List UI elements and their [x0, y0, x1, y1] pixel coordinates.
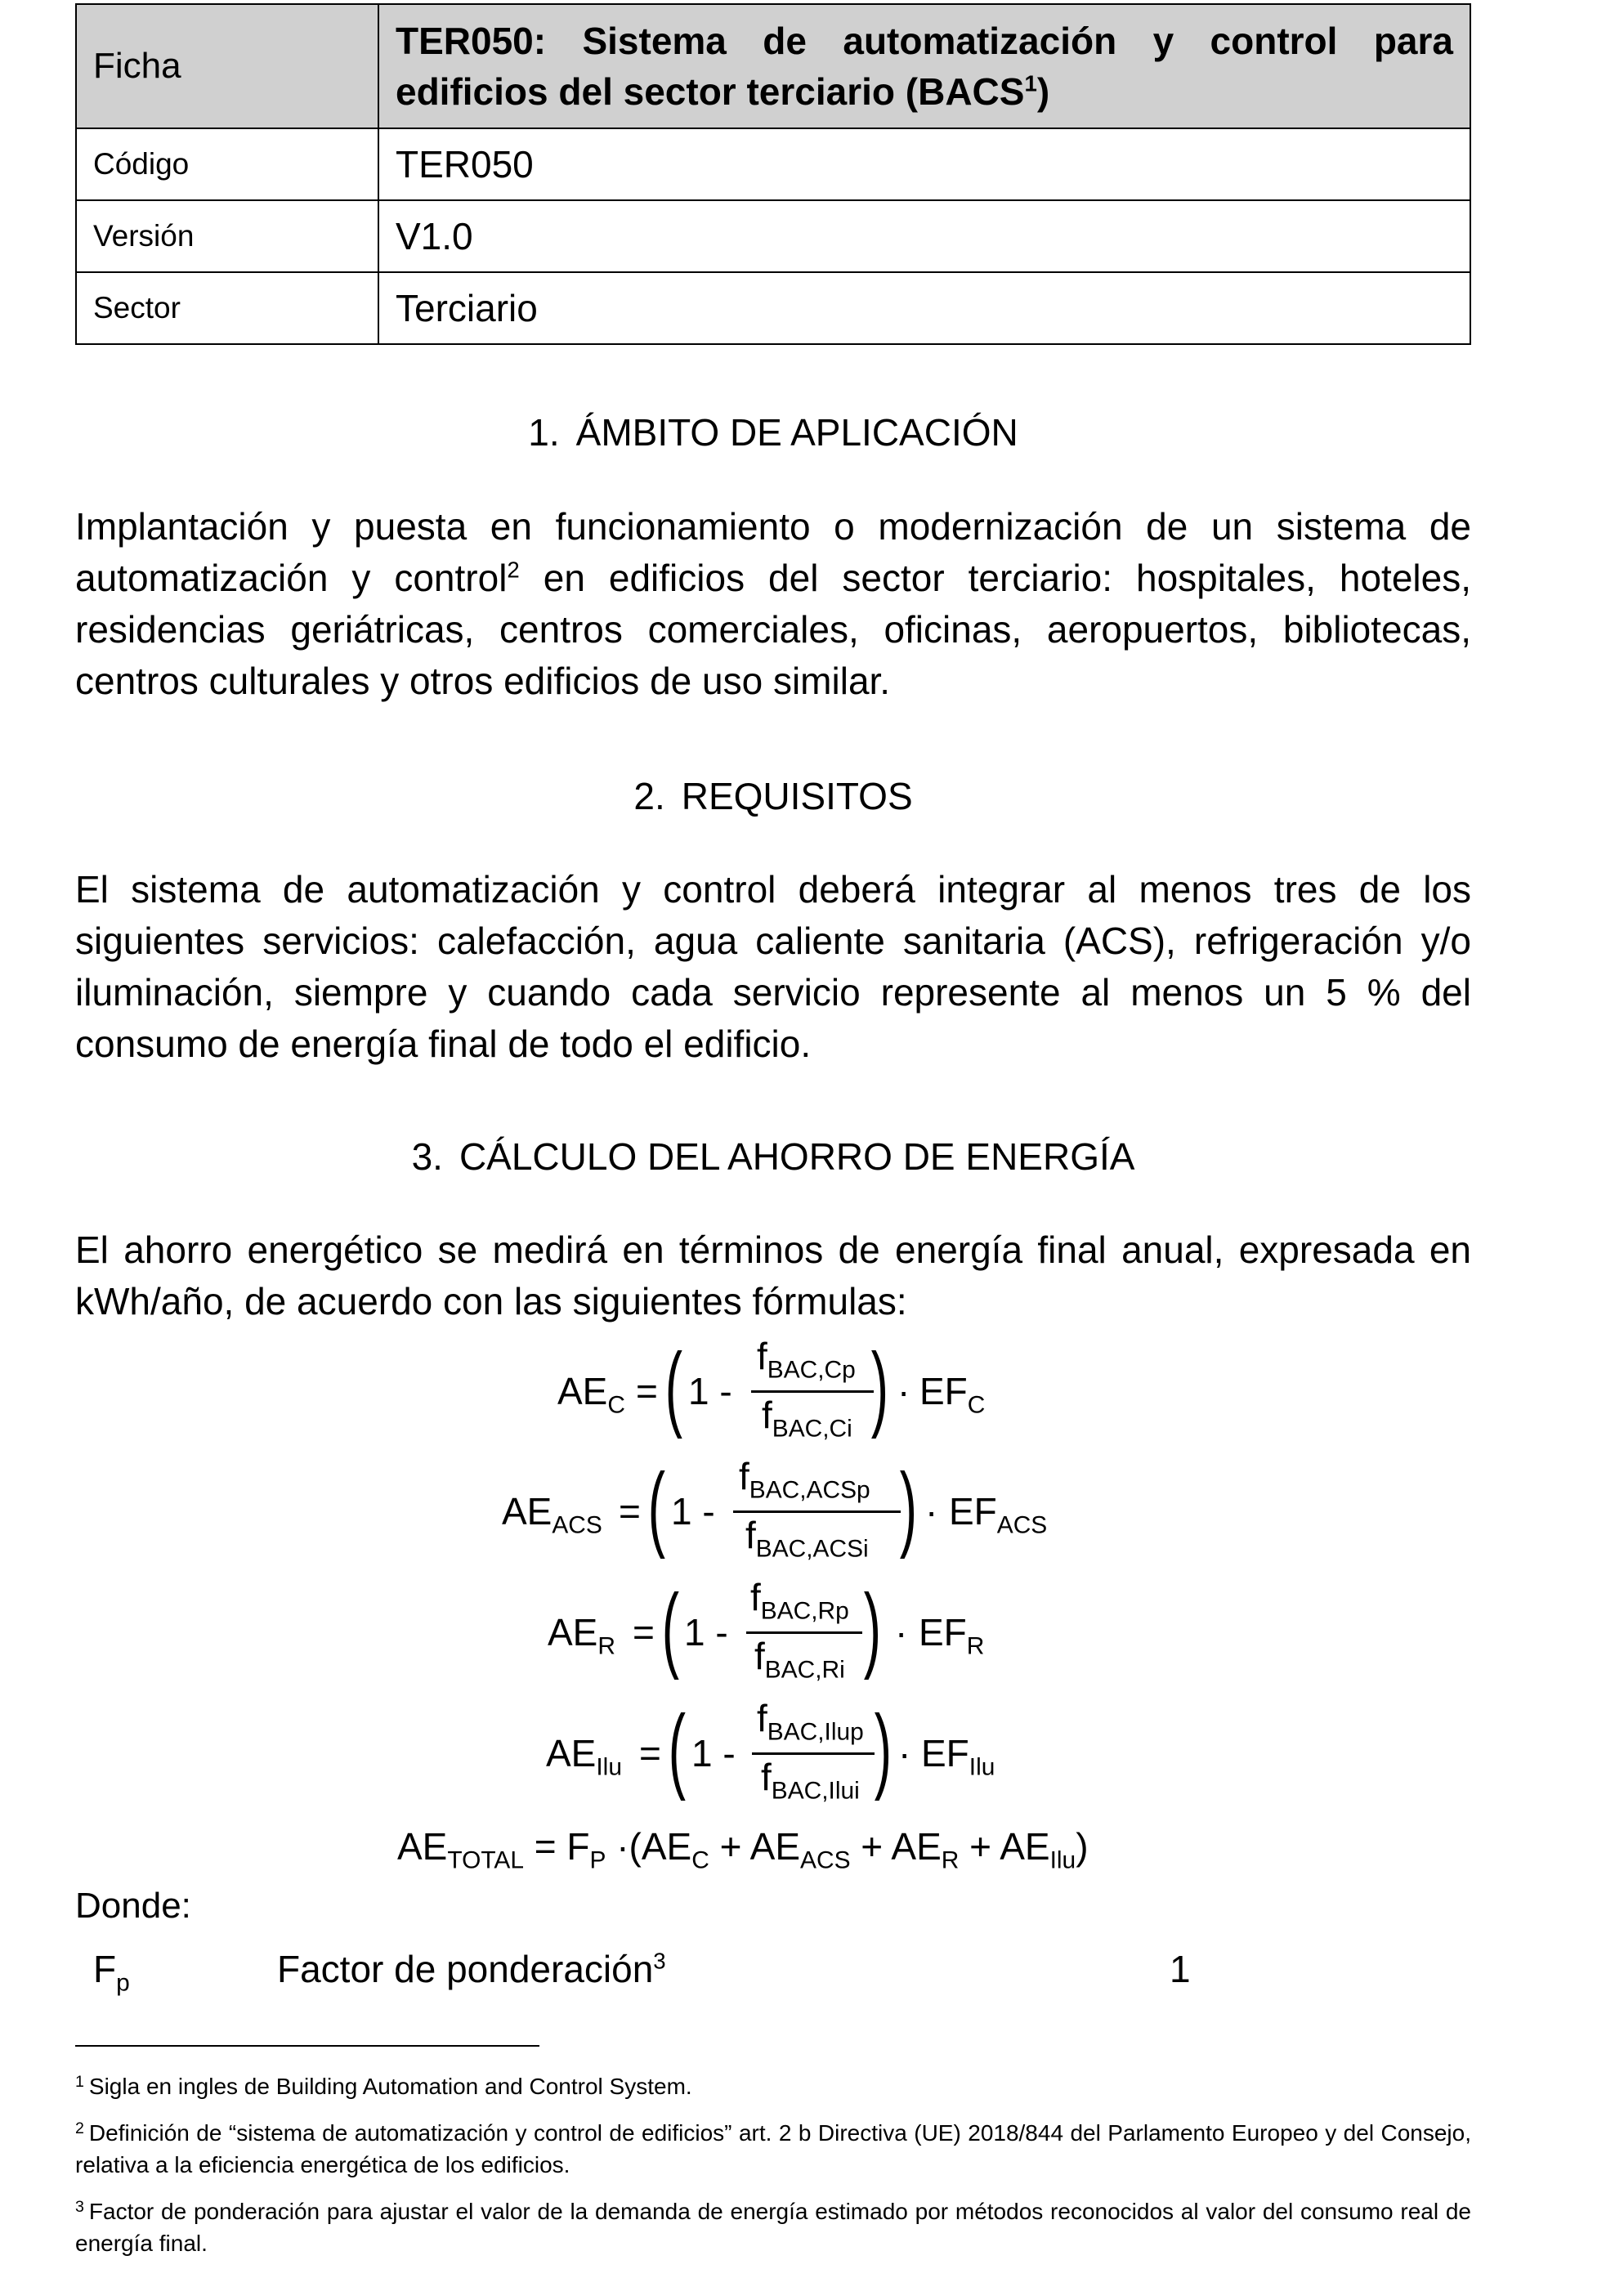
ficha-row-sector [76, 272, 1470, 344]
left-paren: ( [668, 1695, 686, 1801]
row-value: Terciario [378, 272, 1470, 344]
section-heading-ambito: 1. ÁMBITO DE APLICACIÓN [528, 411, 1018, 454]
formula-ae-total: $AE_{TOTAL} = F_P \cdot(AE_C + AE_{ACS} + AE_R + AE_{Ilu})$ [397, 1825, 1089, 1874]
right-paren: ) [874, 1695, 892, 1801]
formula-ae-acs [502, 1453, 1156, 1565]
formula-rhs: $EF_C$ [919, 1370, 986, 1419]
multiply-dot: · [925, 1490, 938, 1533]
section-heading-calculo: 3. CÁLCULO DEL AHORRO DE ENERGÍA [411, 1135, 1135, 1178]
fraction-numerator: $f_{BAC,ACSp}$ [739, 1455, 870, 1504]
variable-description: Factor de ponderación$^3$ [277, 1948, 666, 1990]
left-paren: ( [661, 1574, 679, 1680]
formula-ae-ilu [546, 1695, 1118, 1807]
variable-symbol: $F_p$ [93, 1948, 130, 1997]
formula-rhs: $EF_{Ilu}$ [921, 1732, 995, 1781]
formula-lhs: $AE_{Ilu}$ [546, 1732, 622, 1781]
footnote-3: $^3$ Factor de ponderación para ajustar el valor de la demanda de energía estimado por métodos reconocidos al valor del consumo real de energía final. [75, 2198, 1471, 2256]
fraction-numerator: $f_{BAC,Ilup}$ [757, 1697, 864, 1746]
ficha-title: TER050: Sistema de automatización y control para edificios del sector terciario (BACS$^1$) [378, 4, 1470, 128]
ficha-label: Ficha [76, 4, 378, 128]
fraction-numerator: $f_{BAC,Cp}$ [757, 1335, 856, 1384]
formula-lhs: $AE_C$ [557, 1370, 625, 1419]
paragraph-requisitos: El sistema de automatización y control deberá integrar al menos tres de los siguientes servicios: calefacción, agua caliente sanitaria (ACS), refrigeración y/o iluminación, siempre y cuando cada servicio represente al menos un 5 % del consumo de energía final de todo el edificio. [75, 868, 1471, 1065]
formula-rhs: $EF_R$ [919, 1611, 985, 1660]
fraction-denominator: $f_{BAC,ACSi}$ [745, 1514, 869, 1563]
footnote-1: $^1$ Sigla en ingles de Building Automation and Control System. [75, 2073, 692, 2099]
ficha-table [75, 3, 1471, 345]
ficha-header-row [76, 4, 1470, 128]
left-paren: ( [664, 1333, 682, 1439]
fraction-numerator: $f_{BAC,Rp}$ [750, 1576, 849, 1625]
footnote-separator [75, 2045, 539, 2047]
one-minus: 1 - [691, 1732, 736, 1774]
row-label: Código [76, 128, 378, 200]
footnote-2: $^2$ Definición de “sistema de automatización y control de edificios” art. 2 b Directiva (UE) 2018/844 del Parlamento Europeo y del Consejo, relativa a la eficiencia energética de los edificios. [75, 2119, 1471, 2177]
equals-sign: = [633, 1611, 655, 1654]
paragraph-ambito: Implantación y puesta en funcionamiento o modernización de un sistema de automatización y control$^2$ en edificios del sector terciario: hospitales, hoteles, residencias geriátricas, centros comerciales, oficinas, aeropuertos, bibliotecas, centros culturales y otros edificios de uso similar. [75, 505, 1471, 702]
one-minus: 1 - [684, 1611, 728, 1654]
paragraph-calculo: El ahorro energético se medirá en términos de energía final anual, expresada en kWh/año, de acuerdo con las siguientes fórmulas: [75, 1228, 1471, 1322]
formula-ae-c [557, 1333, 1130, 1445]
one-minus: 1 - [688, 1370, 732, 1412]
fraction-denominator: $f_{BAC,Ci}$ [762, 1394, 852, 1443]
row-value: V1.0 [378, 200, 1470, 272]
equals-sign: = [636, 1370, 658, 1412]
variable-value: 1 [1170, 1948, 1191, 1990]
ficha-row-version [76, 200, 1470, 272]
formula-rhs: $EF_{ACS}$ [949, 1490, 1048, 1539]
row-label: Sector [76, 272, 378, 344]
fraction-denominator: $f_{BAC,Ilui}$ [761, 1756, 860, 1805]
right-paren: ) [863, 1574, 881, 1680]
one-minus: 1 - [671, 1490, 715, 1533]
row-value: TER050 [378, 128, 1470, 200]
formula-lhs: $AE_{ACS}$ [502, 1490, 602, 1539]
ficha-row-codigo [76, 128, 1470, 200]
formula-ae-r [548, 1574, 1120, 1686]
formula-lhs: $AE_R$ [548, 1611, 615, 1660]
section-heading-requisitos: 2. REQUISITOS [633, 775, 913, 817]
multiply-dot: · [895, 1611, 908, 1654]
right-paren: ) [899, 1453, 917, 1560]
multiply-dot: · [897, 1370, 910, 1412]
equals-sign: = [639, 1732, 661, 1774]
right-paren: ) [870, 1333, 888, 1439]
fraction-denominator: $f_{BAC,Ri}$ [754, 1635, 845, 1684]
row-label: Versión [76, 200, 378, 272]
donde-label: Donde: [75, 1886, 191, 1926]
equals-sign: = [619, 1490, 641, 1533]
multiply-dot: · [898, 1732, 911, 1774]
left-paren: ( [647, 1453, 665, 1560]
